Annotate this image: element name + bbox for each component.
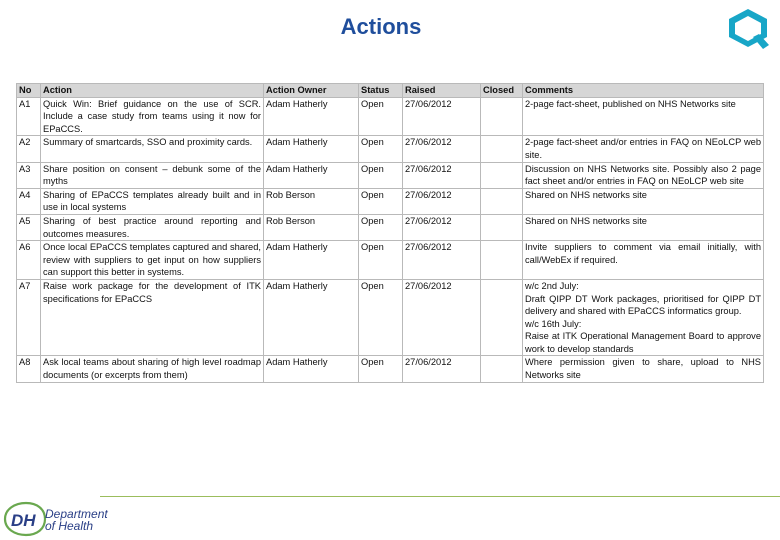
cell-closed [481,188,523,214]
table-row [17,356,764,382]
cell-comments: 2-page fact-sheet, published on NHS Networks site [523,97,764,136]
dept-line2: of Health [45,519,94,533]
cell-status: Open [359,188,403,214]
cell-status: Open [359,356,403,382]
cell-raised: 27/06/2012 [403,214,481,240]
cell-owner: Adam Hatherly [264,97,359,136]
cell-status: Open [359,97,403,136]
actions-table [16,83,764,383]
cell-owner: Adam Hatherly [264,356,359,382]
header-closed: Closed [481,84,523,98]
table-row [17,162,764,188]
cell-closed [481,97,523,136]
cell-no: A8 [17,356,41,382]
cell-closed [481,136,523,162]
cell-action: Raise work package for the development of ITK specifications for EPaCCS [41,279,264,356]
cell-raised: 27/06/2012 [403,162,481,188]
cell-no: A6 [17,241,41,280]
header-owner: Action Owner [264,84,359,98]
table-row [17,241,764,280]
cell-action: Sharing of EPaCCS templates already built and in use in local systems [41,188,264,214]
cell-action: Summary of smartcards, SSO and proximity cards. [41,136,264,162]
cell-comments: Where permission given to share, upload to NHS Networks site [523,356,764,382]
cell-no: A7 [17,279,41,356]
cell-closed [481,356,523,382]
cell-status: Open [359,241,403,280]
cell-status: Open [359,279,403,356]
table-header-row [17,84,764,98]
cell-owner: Rob Berson [264,214,359,240]
dept-line1: Department [45,507,108,521]
header-action: Action [41,84,264,98]
cell-action: Once local EPaCCS templates captured and shared, review with suppliers to get input on how suppliers can support this better in systems. [41,241,264,280]
cell-owner: Adam Hatherly [264,136,359,162]
table-row [17,188,764,214]
header-raised: Raised [403,84,481,98]
cell-action: Sharing of best practice around reporting and outcomes measures. [41,214,264,240]
cell-status: Open [359,136,403,162]
cell-owner: Adam Hatherly [264,162,359,188]
cell-comments: w/c 2nd July: Draft QIPP DT Work packages, prioritised for QIPP DT delivery and shared with EPaCCS informatics group. w/c 16th July: Raise at ITK Operational Management Board to approve work to develop standards [523,279,764,356]
cell-comments: Invite suppliers to comment via email initially, with call/WebEx if required. [523,241,764,280]
q-logo-icon [723,5,773,51]
cell-closed [481,279,523,356]
cell-owner: Rob Berson [264,188,359,214]
table-row [17,136,764,162]
cell-raised: 27/06/2012 [403,241,481,280]
cell-owner: Adam Hatherly [264,241,359,280]
cell-raised: 27/06/2012 [403,356,481,382]
cell-closed [481,214,523,240]
cell-comments: Shared on NHS networks site [523,214,764,240]
header-status: Status [359,84,403,98]
cell-no: A5 [17,214,41,240]
page-title: Actions [340,14,422,39]
cell-closed [481,241,523,280]
cell-raised: 27/06/2012 [403,279,481,356]
table-row [17,279,764,356]
cell-raised: 27/06/2012 [403,136,481,162]
cell-owner: Adam Hatherly [264,279,359,356]
cell-comments: Shared on NHS networks site [523,188,764,214]
cell-no: A2 [17,136,41,162]
cell-status: Open [359,162,403,188]
cell-comments: 2-page fact-sheet and/or entries in FAQ on NEoLCP web site. [523,136,764,162]
cell-action: Quick Win: Brief guidance on the use of SCR. Include a case study from teams using it now for EPaCCS. [41,97,264,136]
cell-no: A4 [17,188,41,214]
dh-logo-text: DH [11,511,36,530]
cell-status: Open [359,214,403,240]
table-row [17,214,764,240]
table-row [17,97,764,136]
cell-action: Share position on consent – debunk some of the myths [41,162,264,188]
header-comments: Comments [523,84,764,98]
department-of-health-wordmark [45,508,108,532]
cell-closed [481,162,523,188]
cell-no: A3 [17,162,41,188]
cell-raised: 27/06/2012 [403,188,481,214]
cell-comments: Discussion on NHS Networks site. Possibly also 2 page fact sheet and/or entries in FAQ on NEoLCP web site [523,162,764,188]
header-no: No [17,84,41,98]
footer-divider [100,496,780,497]
cell-action: Ask local teams about sharing of high level roadmap documents (or excerpts from them) [41,356,264,382]
cell-raised: 27/06/2012 [403,97,481,136]
cell-no: A1 [17,97,41,136]
